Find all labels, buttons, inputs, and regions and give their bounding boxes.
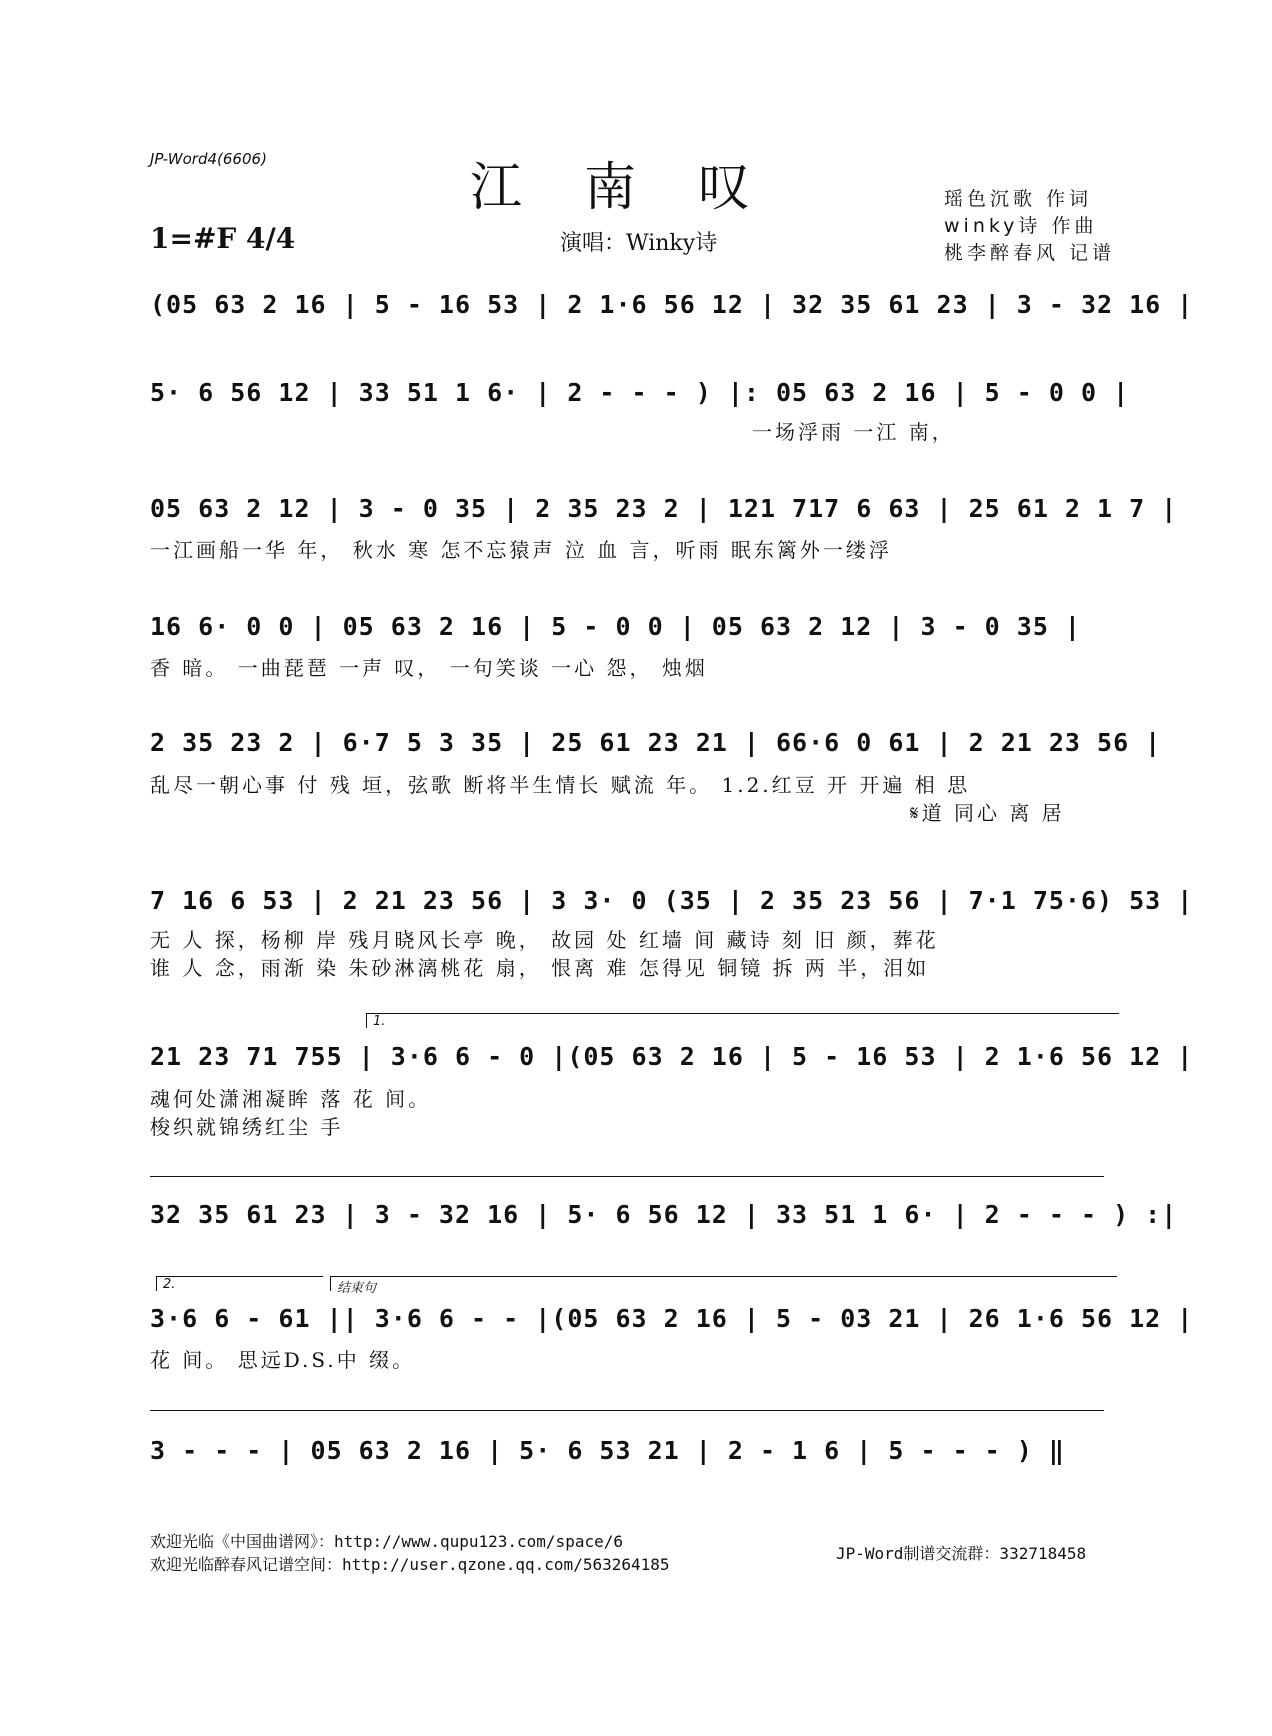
lyricist-credit: 瑶色沉歌 作词 bbox=[944, 188, 1093, 210]
volta-1-label: 1. bbox=[373, 1014, 386, 1029]
score-line-7: 21 23 71 755 | 3·6 6 - 0 |(05 63 2 16 | 5 - 16 53 | 2 1·6 56 12 | bbox=[150, 1042, 1194, 1071]
composer-credit: winky诗 作曲 bbox=[944, 215, 1098, 237]
lyric-line-2: 一场浮雨 一江 南， bbox=[752, 420, 955, 444]
lyric-line-5: 乱尽一朝心事 付 残 垣，弦歌 断将半生情长 赋流 年。 1.2.红豆 开 开遍 相 思 bbox=[150, 773, 971, 797]
footer-link-qzone[interactable]: 欢迎光临醉春风记谱空间：http://user.qzone.qq.com/563264185 bbox=[150, 1555, 670, 1574]
program-label: JP-Word4(6606) bbox=[150, 150, 267, 168]
credits-block bbox=[944, 186, 1115, 267]
singer-credit: 演唱：Winky诗 bbox=[560, 231, 718, 256]
score-line-1: (05 63 2 16 | 5 - 16 53 | 2 1·6 56 12 | 32 35 61 23 | 3 - 32 16 | bbox=[150, 290, 1194, 319]
score-line-9: 3·6 6 - 61 || 3·6 6 - - |(05 63 2 16 | 5 - 03 21 | 26 1·6 56 12 | bbox=[150, 1304, 1194, 1333]
lyric-line-4: 香 暗。 一曲琵琶 一声 叹， 一句笑谈 一心 怨， 烛烟 bbox=[150, 656, 708, 680]
footer-group-number: JP-Word制谱交流群：332718458 bbox=[836, 1544, 1087, 1563]
transcriber-credit: 桃李醉春风 记谱 bbox=[944, 242, 1116, 264]
lyric-line-6: 无 人 探，杨柳 岸 残月晓风长亭 晚， 故园 处 红墙 间 藏诗 刻 旧 颜，葬花 bbox=[150, 928, 939, 952]
volta-2-label: 2. bbox=[163, 1277, 176, 1292]
score-line-10: 3 - - - | 05 63 2 16 | 5· 6 53 21 | 2 - 1 6 | 5 - - - ) ‖ bbox=[150, 1436, 1065, 1465]
score-line-4: 16 6· 0 0 | 05 63 2 16 | 5 - 0 0 | 05 63 2 12 | 3 - 0 35 | bbox=[150, 612, 1081, 641]
score-line-5: 2 35 23 2 | 6·7 5 3 35 | 25 61 23 21 | 66·6 0 61 | 2 21 23 56 | bbox=[150, 728, 1162, 757]
score-line-6: 7 16 6 53 | 2 21 23 56 | 3 3· 0 (35 | 2 35 23 56 | 7·1 75·6) 53 | bbox=[150, 886, 1194, 915]
coda-bracket bbox=[330, 1276, 1117, 1296]
footer-links bbox=[150, 1530, 670, 1576]
score-line-8: 32 35 61 23 | 3 - 32 16 | 5· 6 56 12 | 33 51 1 6· | 2 - - - ) :| bbox=[150, 1200, 1178, 1229]
lyric-line-3: 一江画船一华 年， 秋水 寒 怎不忘猿声 泣 血 言，听雨 眠东篱外一缕浮 bbox=[150, 538, 892, 562]
score-line-3: 05 63 2 12 | 3 - 0 35 | 2 35 23 2 | 121 717 6 63 | 25 61 2 1 7 | bbox=[150, 494, 1178, 523]
footer-link-qupu[interactable]: 欢迎光临《中国曲谱网》：http://www.qupu123.com/space/6 bbox=[150, 1532, 623, 1551]
score-line-2: 5· 6 56 12 | 33 51 1 6· | 2 - - - ) |: 05 63 2 16 | 5 - 0 0 | bbox=[150, 378, 1130, 407]
final-bracket bbox=[150, 1410, 1104, 1411]
coda-label: 结束句 bbox=[337, 1281, 377, 1296]
lyric-line-7: 魂何处潇湘凝眸 落 花 间。 bbox=[150, 1087, 432, 1111]
volta-continuation bbox=[150, 1176, 1104, 1177]
volta-2 bbox=[156, 1276, 323, 1291]
song-title: 江南叹 bbox=[470, 158, 813, 218]
lyric-line-9: 花 间。 思远D.S.中 缀。 bbox=[150, 1348, 416, 1372]
lyric-line-5b: 𝄋道 同心 离 居 bbox=[910, 801, 1065, 825]
lyric-line-6b: 谁 人 念，雨渐 染 朱砂淋漓桃花 扇， 恨离 难 怎得见 铜镜 拆 两 半，泪如 bbox=[150, 956, 930, 980]
lyric-line-7b: 梭织就锦绣红尘 手 bbox=[150, 1115, 344, 1139]
key-signature: 1=#F 4/4 bbox=[150, 222, 296, 255]
volta-1 bbox=[366, 1013, 1119, 1028]
